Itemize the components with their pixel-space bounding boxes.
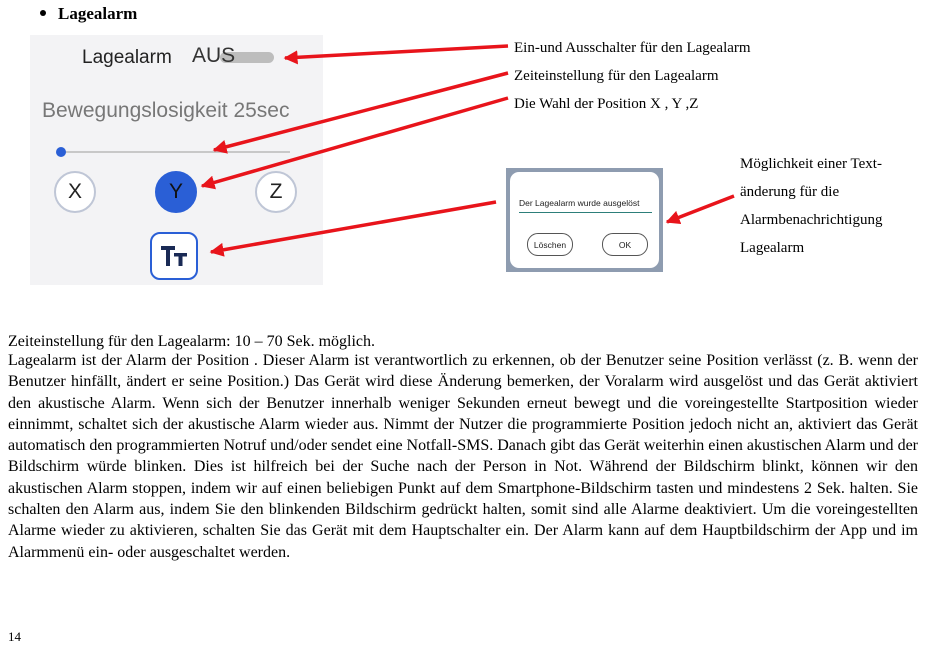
annotation-toggle: Ein-und Ausschalter für den Lagealarm [514,40,751,56]
arrow-text-change [211,202,496,252]
arrow-toggle [285,46,508,58]
body-paragraph: Lagealarm ist der Alarm der Position . Dieser Alarm ist verantwortlich zu erkennen, ob der Benutzer seine Position verlässt (z. B. wenn der Benutzer hinfällt, ändert er seine Position.) Das Gerät wird diese Änderung bemerken, der Voralarm wird ausgelöst und das Gerät aktiviert den akustische Alarm. Wenn sich der Benutzer innerhalb weniger Sekunden erneut bewegt und die voreingestellte Startposition wieder einnimmt, schaltet sich der akustische Alarm wieder aus. Nimmt der Nutzer die programmierte Position jedoch nicht an, aktiviert das Gerät automatisch den programmierten Notruf und/oder sendet eine Notfall-SMS. Danach gibt das Gerät weiterhin einen akustischen Alarm und der Bildschirm würde blinken. Dies ist hilfreich bei der Suche nach der Person in Not. Während der Bildschirm blinkt, können wir den akustischen Alarm stoppen, indem wir auf einen beliebigen Punkt auf dem Smartphone-Bildschirm tasten und mindestens 2 Sek. halten. Sie schalten den Alarm aus, indem Sie den blinkenden Bildschirm gedrückt halten, somit sind alle Alarme deaktiviert. Um die voreingestellten Alarme wieder zu aktivieren, schalten Sie das Gerät mit dem Hauptschalter ein. Der Alarm kann auf dem Hauptbildschirm der App und im Alarmmenü ein- oder ausgeschaltet werden. [8,352,918,561]
inactivity-label: Bewegungslosigkeit 25sec [42,99,290,122]
time-setting-text: Zeiteinstellung für den Lagealarm: 10 – 70 Sek. möglich. [8,333,376,350]
ok-button-label: OK [618,239,632,250]
annotation-text-change-1: Möglichkeit einer Text- [740,156,882,172]
axis-x-label: X [67,180,82,203]
toggle-label: Lagealarm [82,47,172,68]
arrow-dialog [667,196,734,222]
delete-button-label: Löschen [533,239,567,250]
toggle-state: AUS [192,44,236,67]
annotation-text-change-2: änderung für die [740,184,840,200]
section-heading-text: Lagealarm [58,4,138,23]
annotation-text-change-3: Alarmbenachrichtigung [740,212,883,228]
annotation-time: Zeiteinstellung für den Lagealarm [514,68,719,84]
axis-y-label: Y [168,180,183,203]
annotation-text-change-4: Lagealarm [740,240,805,256]
axis-z-label: Z [269,180,283,203]
page-number: 14 [8,629,21,644]
annotation-position: Die Wahl der Position X , Y ,Z [514,96,699,112]
dialog-message: Der Lagealarm wurde ausgelöst [519,198,640,208]
